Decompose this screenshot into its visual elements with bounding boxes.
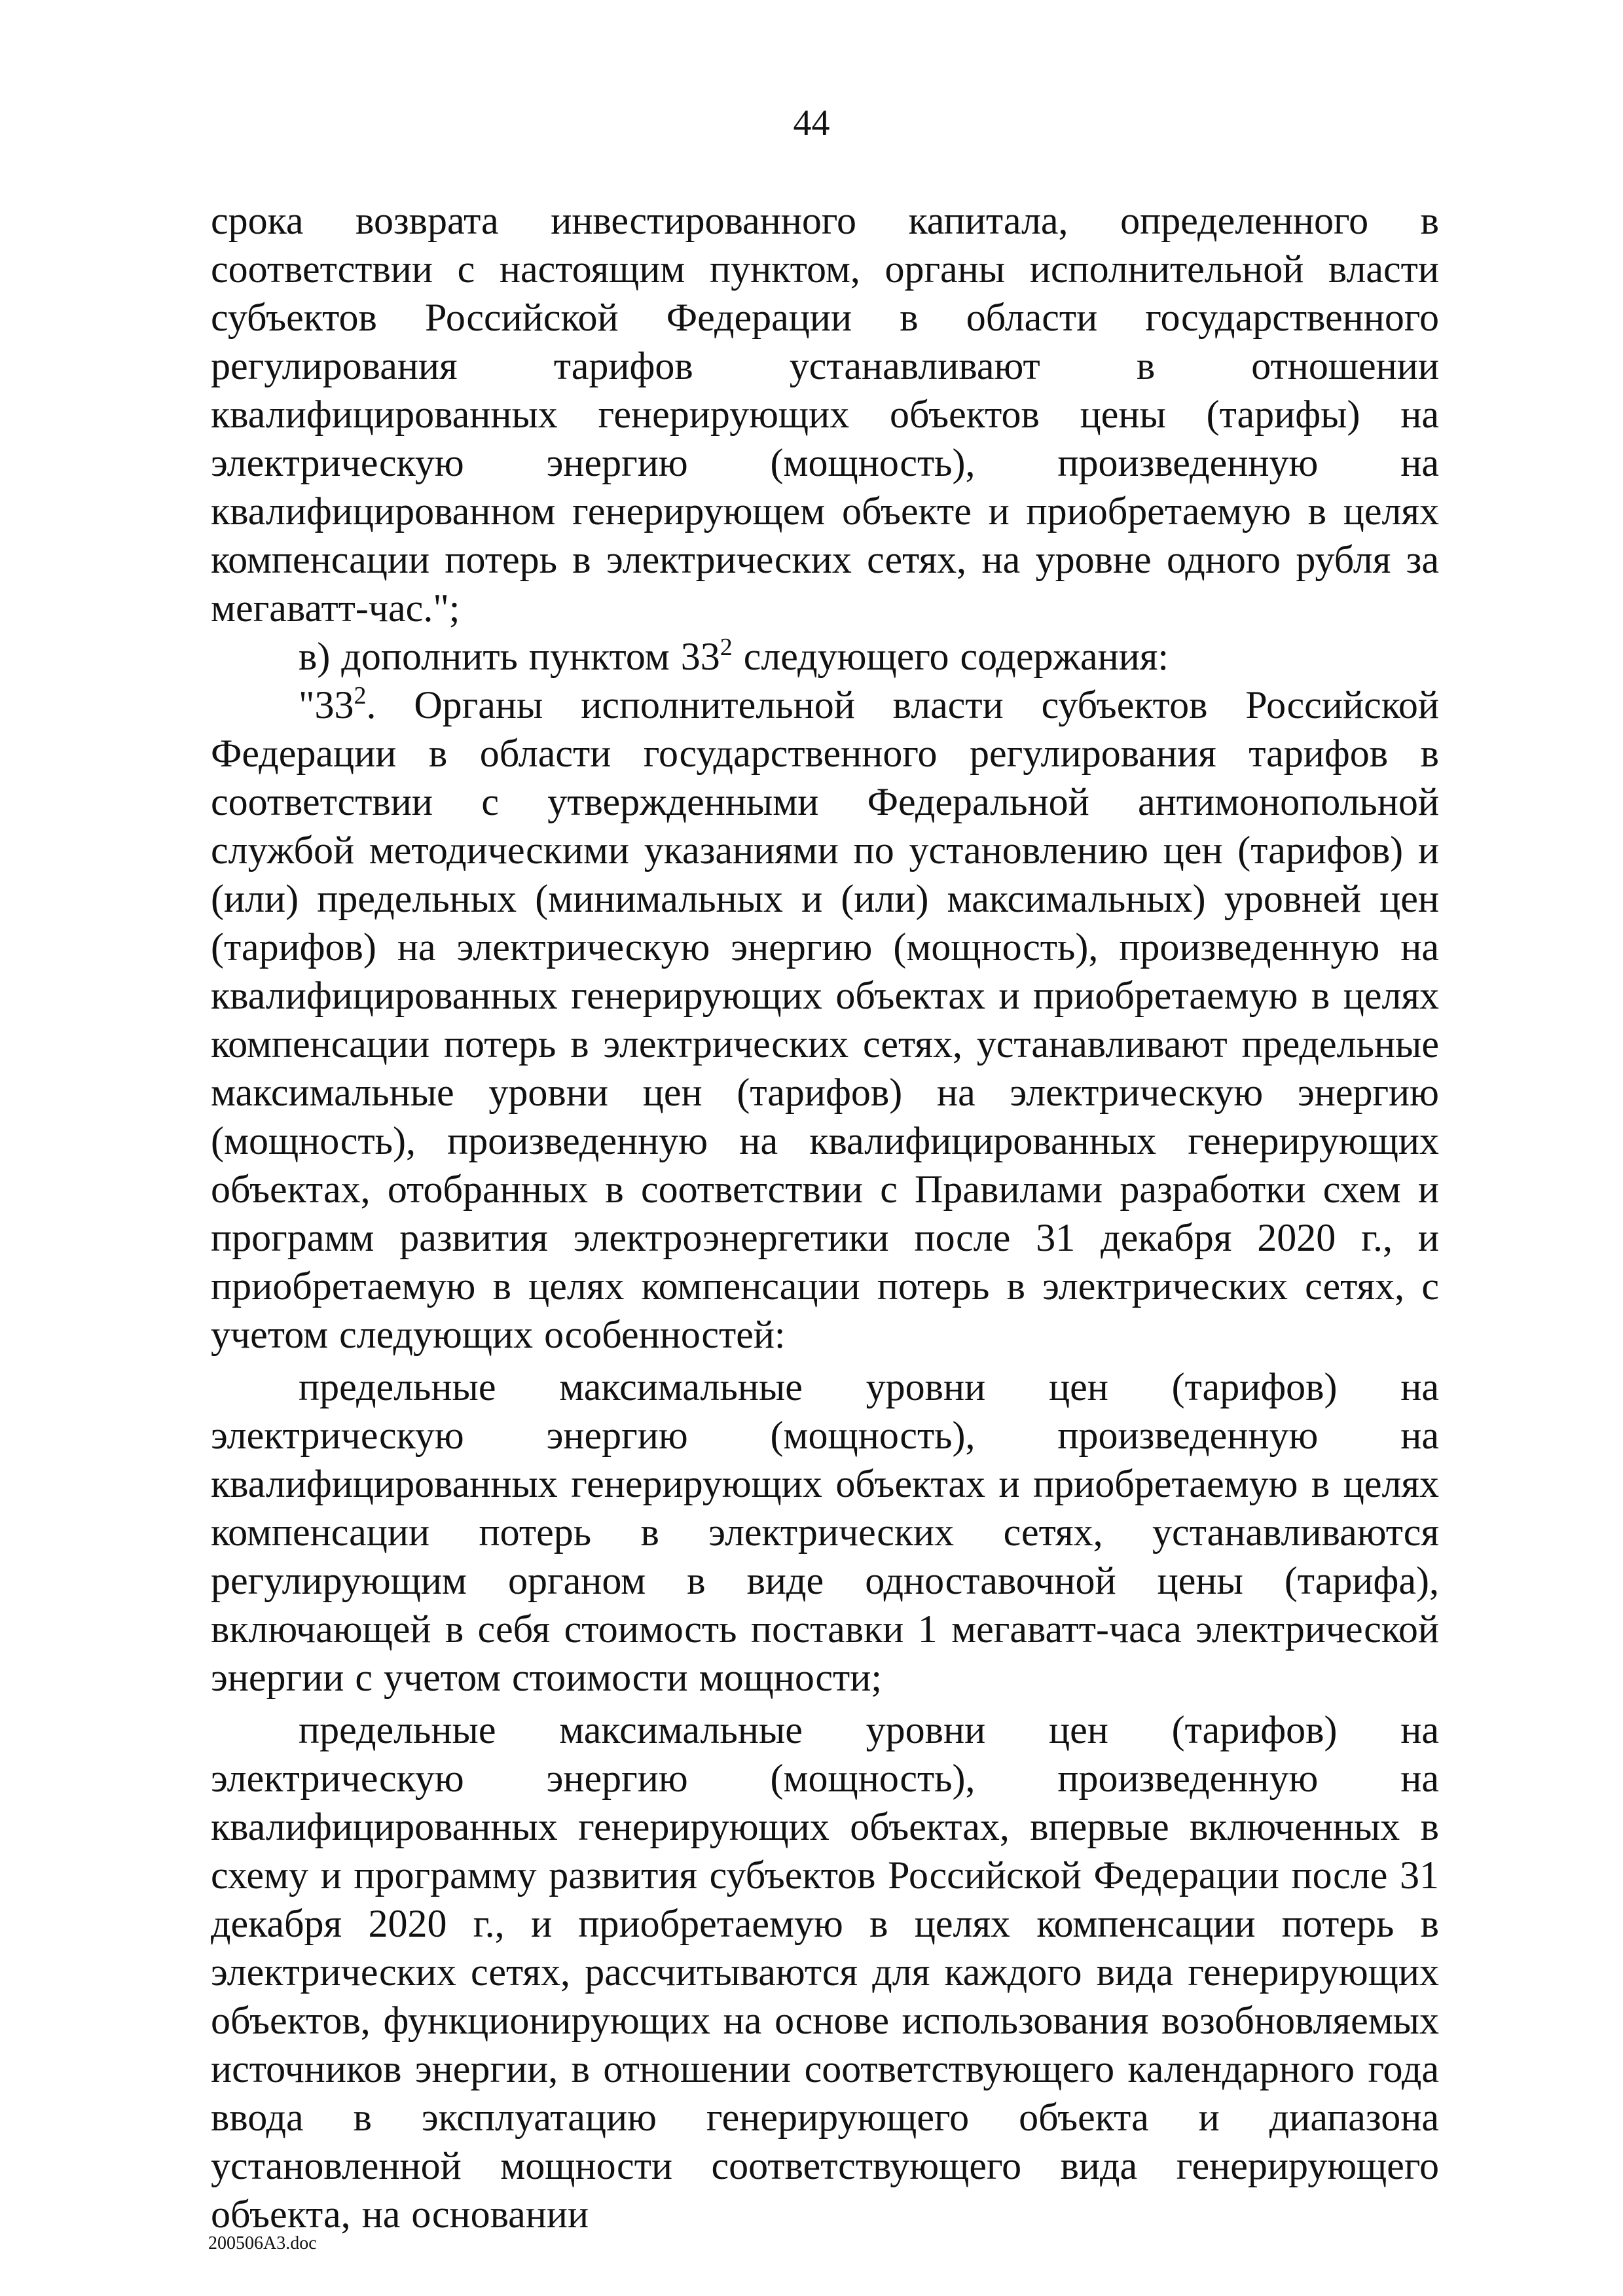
document-body <box>211 196 1439 2238</box>
paragraph-3-text-start: "33 <box>299 683 354 726</box>
page-number: 44 <box>793 103 830 143</box>
paragraph-3-superscript: 2 <box>354 682 367 709</box>
paragraph-2 <box>211 632 1439 681</box>
paragraph-1: срока возврата инвестированного капитала, определенного в соответствии с настоящим пунктом, органы исполнительной власти субъектов Российской Федерации в области государственного регулирования тарифов устанавливают в отношении квалифицированных генерирующих объектов цены (тарифы) на электрическую энергию (мощность), произведенную на квалифицированном генерирующем объекте и приобретаемую в целях компенсации потерь в электрических сетях, на уровне одного рубля за мегаватт-час."; <box>211 199 1439 630</box>
paragraph-5: предельные максимальные уровни цен (тарифов) на электрическую энергию (мощность), произведенную на квалифицированных генерирующих объектах, впервые включенных в схему и программу развития субъектов Российской Федерации после 31 декабря 2020 г., и приобретаемую в целях компенсации потерь в электрических сетях, рассчитываются для каждого вида генерирующих объектов, функционирующих на основе использования возобновляемых источников энергии, в отношении соответствующего календарного года ввода в эксплуатацию генерирующего объекта и диапазона установленной мощности соответствующего вида генерирующего объекта, на основании <box>211 1708 1439 2236</box>
file-name-footer: 200506A3.doc <box>208 2233 317 2253</box>
paragraph-3-text-end: . Органы исполнительной власти субъектов Российской Федерации в области государственного регулирования тарифов в соответствии с утвержденными Федеральной антимонопольной службой методическими указаниями по установлению цен (тарифов) и (или) предельных (минимальных и (или) максимальных) уровней цен (тарифов) на электрическую энергию (мощность), произведенную на квалифицированных генерирующих объектах и приобретаемую в целях компенсации потерь в электрических сетях, устанавливают предельные максимальные уровни цен (тарифов) на электрическую энергию (мощность), произведенную на квалифицированных генерирующих объектах, отобранных в соответствии с Правилами разработки схем и программ развития электроэнергетики после 31 декабря 2020 г., и приобретаемую в целях компенсации потерь в электрических сетях, с учетом следующих особенностей: <box>211 683 1439 1356</box>
paragraph-3 <box>211 681 1439 1359</box>
paragraph-4: предельные максимальные уровни цен (тарифов) на электрическую энергию (мощность), произведенную на квалифицированных генерирующих объектах и приобретаемую в целях компенсации потерь в электрических сетях, устанавливаются регулирующим органом в виде одноставочной цены (тарифа), включающей в себя стоимость поставки 1 мегаватт-часа электрической энергии с учетом стоимости мощности; <box>211 1365 1439 1699</box>
paragraph-2-text-start: в) дополнить пунктом 33 <box>299 635 720 678</box>
paragraph-2-text-end: следующего содержания: <box>732 635 1169 678</box>
paragraph-2-superscript: 2 <box>720 634 733 661</box>
